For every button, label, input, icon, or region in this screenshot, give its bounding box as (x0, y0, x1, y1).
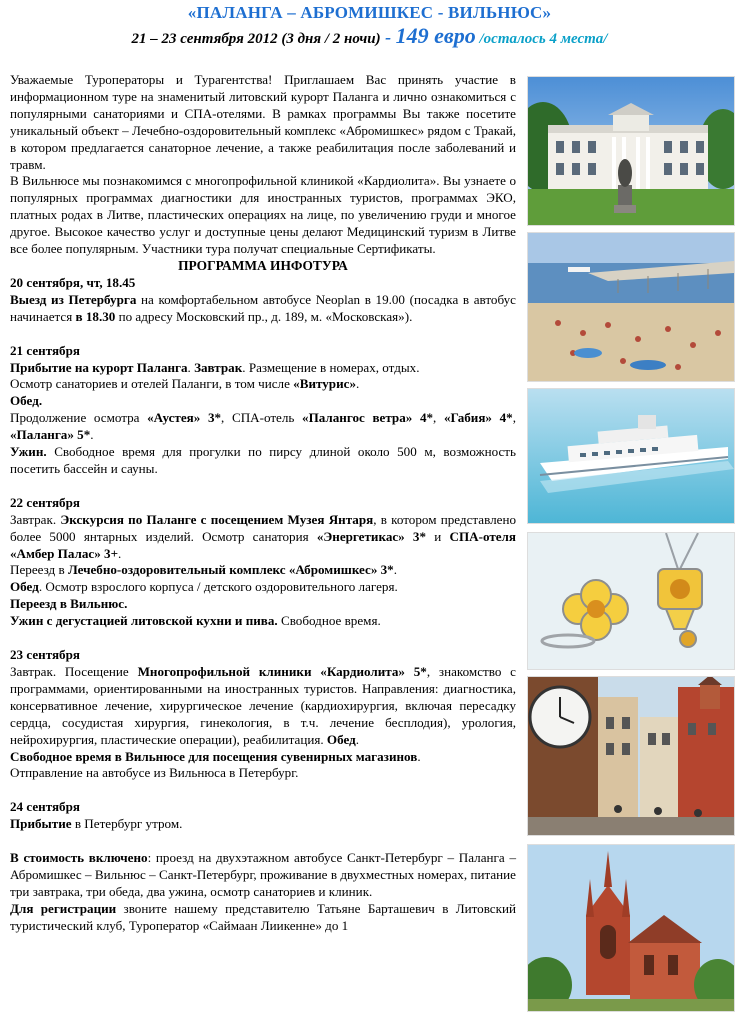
page-title: «ПАЛАНГА – АБРОМИШКЕС - ВИЛЬНЮС» (187, 3, 552, 22)
pier-beach-photo (527, 232, 735, 382)
tour-dates: 21 – 23 сентября 2012 (3 дня / 2 ночи) (131, 31, 381, 47)
registration-paragraph: Для регистрации звоните нашему представителю Татьяне Барташевич в Литовский туристический клуб, Туроператор «Саймаан Лиикенне» до 1 (10, 900, 516, 933)
day-23-line-3: Отправление на автобусе из Вильнюса в Петербург. (10, 765, 299, 781)
church-photo (527, 844, 735, 1012)
tour-subtitle (0, 23, 739, 49)
ship-photo (527, 388, 735, 524)
day-20-text: Выезд из Петербурга на комфортабельном автобусе Neoplan в 19.00 (посадка в автобус начинается в 18.30 по адресу Московский пр., д. 189, м. «Московская»). (10, 291, 516, 324)
main-text (10, 72, 516, 935)
day-21-date: 21 сентября (10, 342, 80, 358)
day-23-line-2: Свободное время в Вильнюсе для посещения сувенирных магазинов. (10, 748, 421, 764)
seats-left: /осталось 4 места/ (475, 31, 608, 47)
day-22-date: 22 сентября (10, 494, 80, 510)
intro-paragraph-1: Уважаемые Туроператоры и Турагентства! Приглашаем Вас принять участие в информационном туре на знаменитый литовский курорт Паланга и лично ознакомиться с популярными санаториями и СПА-отелями. В рамках программы Вы также посетите уникальный объект – Лечебно-оздоровительный комплекс «Абромишкес» рядом с Тракай, в котором предлагается санаторное лечение, а также реабилитация после заболеваний и травм. (10, 72, 516, 172)
day-23-date: 23 сентября (10, 647, 80, 663)
day-21-line-4: Продолжение осмотра «Аустея» 3*, СПА-отель «Палангос ветра» 4*, «Габия» 4*, «Паланга» 5*. (10, 410, 516, 443)
included-paragraph: В стоимость включено: проезд на двухэтажном автобусе Санкт-Петербург – Паланга – Абромишкес – Вильнюс – Санкт-Петербург, проживание в двухместных номерах, питание три завтрака, три обеда, два ужина, осмотр санаториев и клиник. (10, 850, 516, 899)
day-22-line-3: Обед. Осмотр взрослого корпуса / детского оздоровительного лагеря. (10, 579, 398, 595)
day-21-line-1: Прибытие на курорт Паланга. Завтрак. Размещение в номерах, отдых. (10, 359, 420, 375)
day-24-date: 24 сентября (10, 799, 80, 815)
day-22-line-5: Ужин с дегустацией литовской кухни и пива. Свободное время. (10, 613, 381, 629)
day-21-line-2: Осмотр санаториев и отелей Паланги, в том числе «Витурис». (10, 376, 360, 392)
day-21-line-3: Обед. (10, 393, 43, 409)
program-title: ПРОГРАММА ИНФОТУРА (178, 257, 348, 273)
day-23-line-1: Завтрак. Посещение Многопрофильной клиники «Кардиолита» 5*, знакомство с программами, ориентированными на иностранных туристов. Направления: диагностика, консервативное лечение, хирургическое лечение (кардиохирургия, включая пересадку сердца, сосудистая хирургия, гинекология, в т.ч. лечение бесплодия), урология, нейрохирургия, пластические операции), реабилитация. Обед. (10, 664, 516, 747)
day-22-line-4: Переезд в Вильнюс. (10, 596, 128, 612)
day-21-line-5: Ужин. Свободное время для прогулки по пирсу длиной около 500 м, возможность посетить бассейн и сауны. (10, 444, 516, 476)
day-22-line-1: Завтрак. Экскурсия по Паланге с посещением Музея Янтаря, в котором представлено более 5000 янтарных изделий. Осмотр санатория «Энергетикас» 3* и СПА-отеля «Амбер Палас» 3+. (10, 511, 517, 561)
tour-price: 149 евро (395, 23, 476, 48)
intro-paragraph-2: В Вильнюсе мы познакомимся с многопрофильной клиникой «Кардиолита». Вы узнаете о популярных программах диагностики для иностранных туристов, программах ЭКО, платных родах в Литве, пластических операциях на лице, по увеличению груди и многое другое. Высокое качество услуг и доступные цены делают Медицинский туризм в Литве все более популярным. Участники тура получат специальные Сертификаты. (10, 173, 516, 257)
dash: - (380, 27, 396, 47)
amber-jewelry-photo (527, 532, 735, 670)
palace-photo (527, 76, 735, 226)
day-20-date: 20 сентября, чт, 18.45 (10, 274, 136, 290)
day-22-line-2: Переезд в Лечебно-оздоровительный комплекс «Абромишкес» 3*. (10, 562, 398, 578)
vilnius-street-photo (527, 676, 735, 836)
day-24-line-1: Прибытие в Петербург утром. (10, 816, 183, 832)
